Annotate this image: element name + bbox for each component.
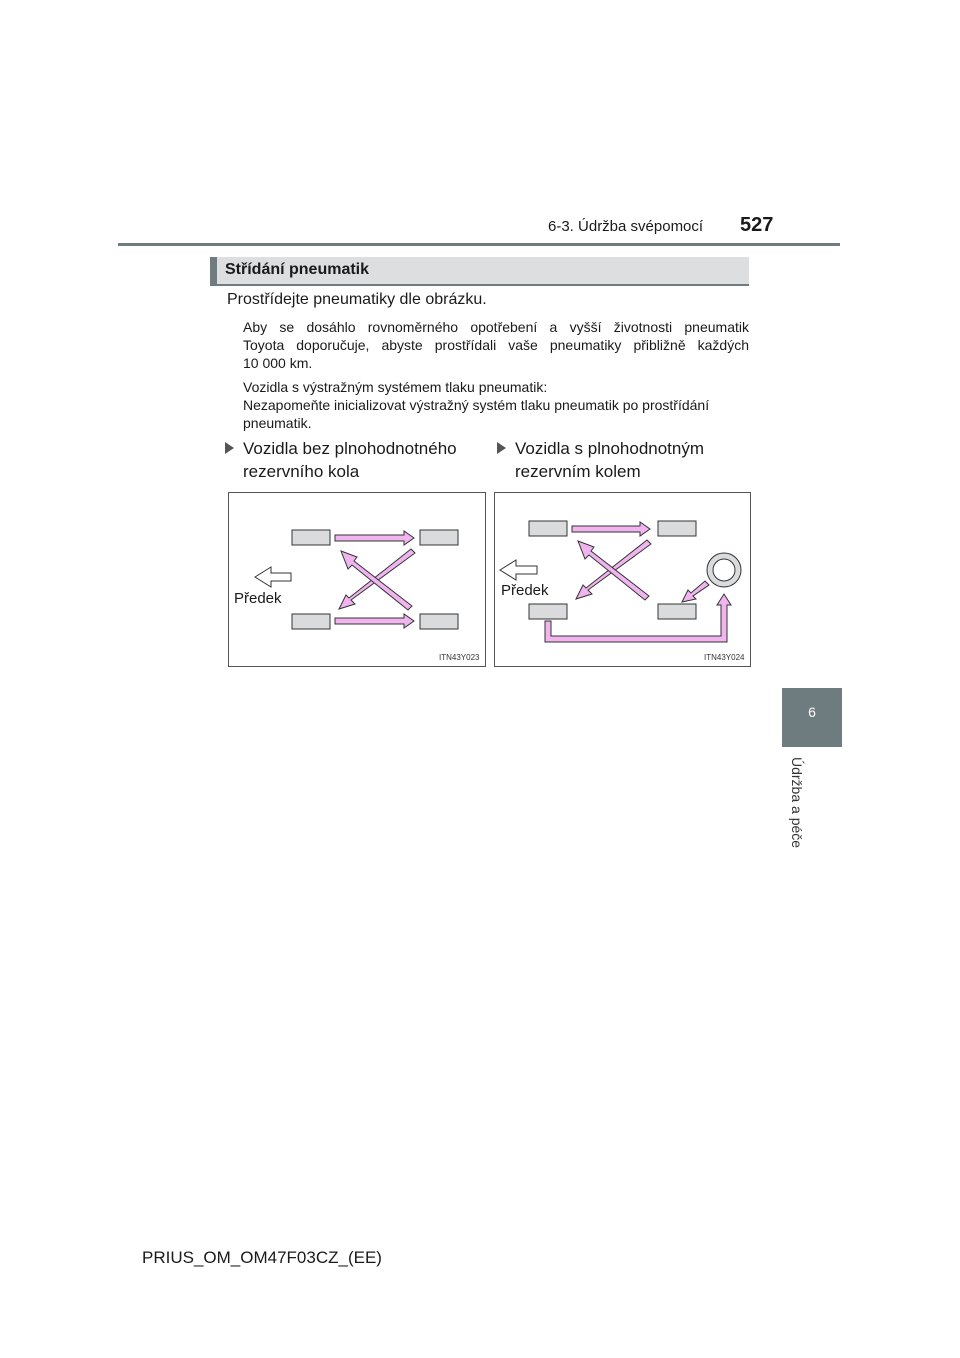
- front-direction-arrow: [500, 560, 537, 580]
- rotation-arrow: [335, 531, 414, 545]
- section-heading-accent: [210, 257, 217, 284]
- note-rotation-interval: [243, 318, 749, 372]
- tire-front-left: [292, 530, 330, 545]
- rotation-arrow: [572, 522, 650, 536]
- rotation-diagram-graphic: [495, 493, 750, 666]
- note-line: pneumatik.: [243, 415, 312, 431]
- heading-line: rezervním kolem: [515, 462, 641, 481]
- tire-front-right: [658, 521, 696, 536]
- tire-front-right: [420, 530, 458, 545]
- tire-rear-right: [420, 614, 458, 629]
- note-line: 10 000 km.: [243, 355, 313, 371]
- rotation-diagram-no-spare: [228, 492, 486, 667]
- rotation-diagram-graphic: [229, 493, 485, 666]
- tire-rear-right: [658, 604, 696, 619]
- front-direction-arrow: [255, 567, 291, 587]
- header-divider: [118, 243, 840, 246]
- note-line: Vozidla s výstražným systémem tlaku pneumatik:: [243, 379, 548, 395]
- header-section-title: 6-3. Údržba svépomocí: [548, 218, 704, 235]
- figure-code: ITN43Y024: [704, 653, 745, 662]
- diagram-heading-full-spare: [497, 437, 747, 483]
- footer-document-code: PRIUS_OM_OM47F03CZ_(EE): [142, 1248, 382, 1267]
- page-number: 527: [740, 214, 774, 236]
- heading-line: Vozidla s plnohodnotným: [515, 439, 705, 458]
- spare-tire-inner: [713, 559, 735, 581]
- tire-rear-left: [529, 604, 567, 619]
- bullet-triangle-icon: [225, 442, 234, 454]
- heading-line: rezervního kola: [243, 462, 360, 481]
- rotation-arrow: [545, 594, 731, 642]
- front-label: Předek: [234, 590, 282, 607]
- rotation-arrow: [335, 614, 414, 628]
- chapter-number: 6: [808, 704, 816, 720]
- rotation-arrow: [682, 581, 709, 602]
- note-line: Toyota doporučuje, abyste prostřídali vaše pneumatiky přibližně každých: [243, 337, 749, 353]
- note-line: Aby se dosáhlo rovnoměrného opotřebení a vyšší životnosti pneumatik: [243, 319, 749, 335]
- tire-rear-left: [292, 614, 330, 629]
- intro-text: Prostřídejte pneumatiky dle obrázku.: [227, 291, 487, 308]
- note-tpms: [243, 378, 749, 432]
- note-line: Nezapomeňte inicializovat výstražný systém tlaku pneumatik po prostřídání: [243, 397, 710, 413]
- bullet-triangle-icon: [497, 442, 506, 454]
- section-title: Střídání pneumatik: [225, 261, 370, 278]
- chapter-title: Údržba a péče: [789, 757, 805, 849]
- diagram-heading-no-spare: [225, 437, 475, 483]
- rotation-diagram-full-spare: [494, 492, 751, 667]
- front-label: Předek: [501, 582, 549, 599]
- chapter-tab: [782, 688, 842, 747]
- tire-front-left: [529, 521, 567, 536]
- heading-line: Vozidla bez plnohodnotného: [243, 439, 457, 458]
- section-heading-bar: [210, 257, 749, 286]
- figure-code: ITN43Y023: [439, 653, 480, 662]
